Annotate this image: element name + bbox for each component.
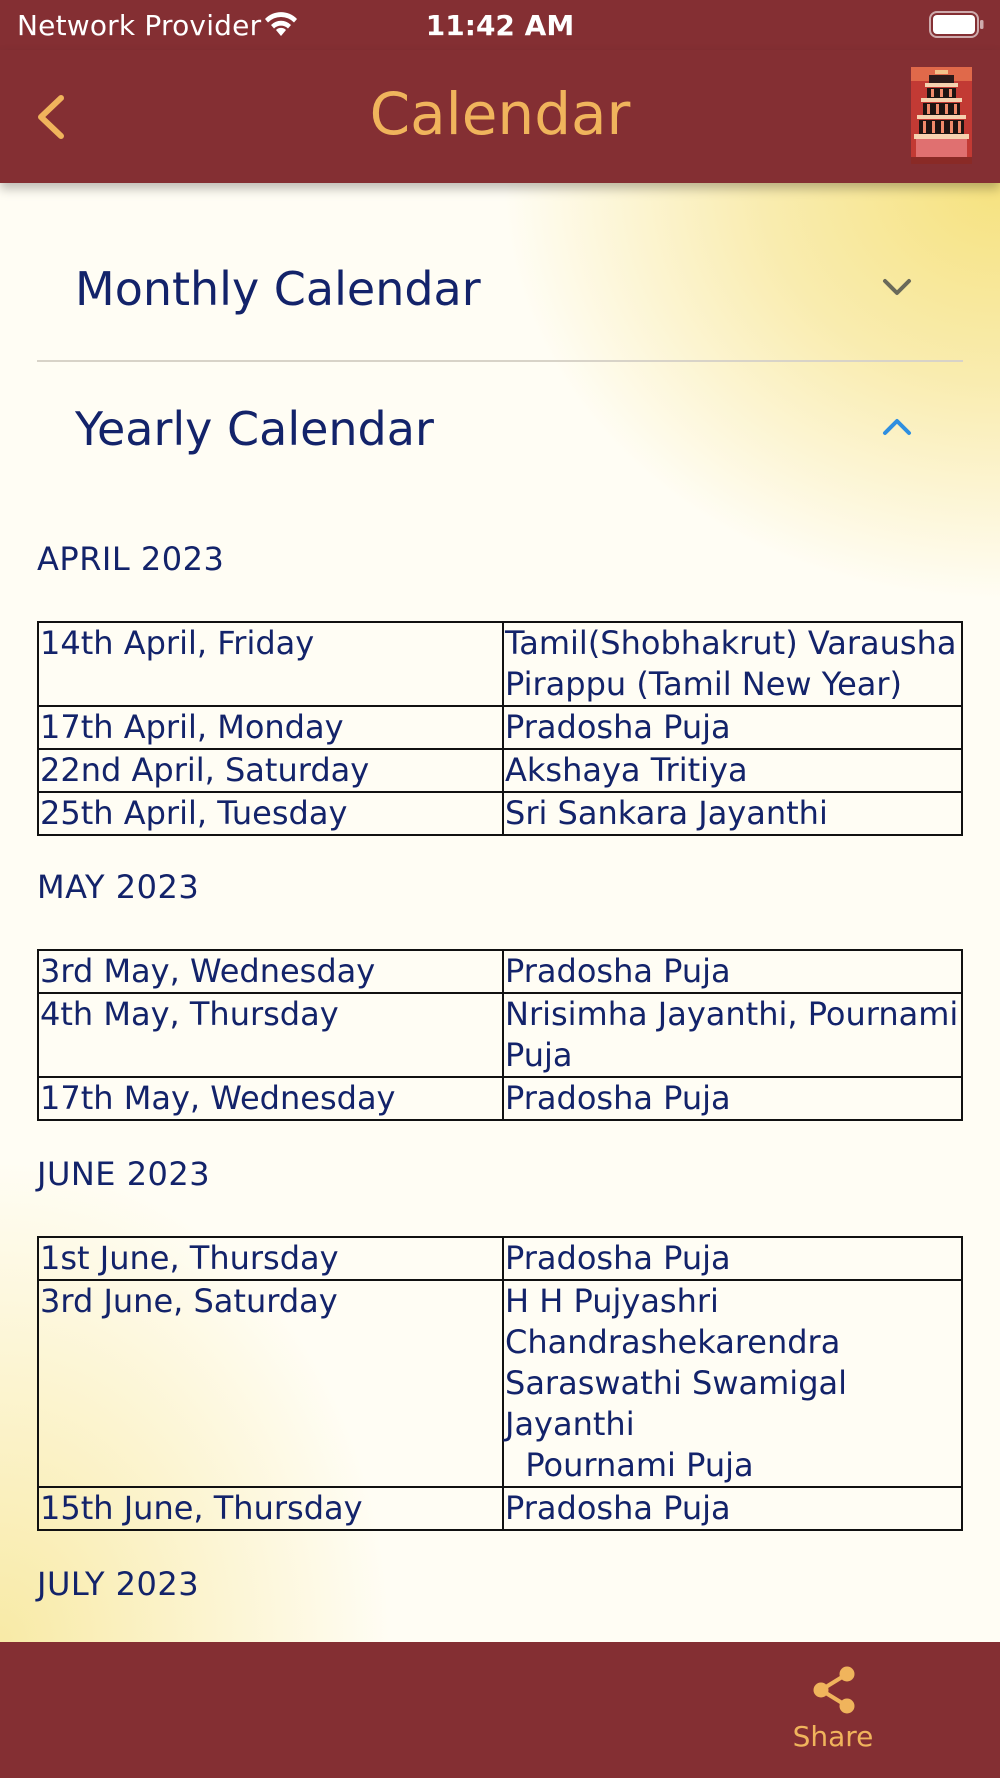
bottom-toolbar <box>0 1642 1000 1778</box>
event-date: 3rd May, Wednesday <box>38 950 503 993</box>
month-heading-june: JUNE 2023 <box>37 1155 211 1193</box>
event-date: 25th April, Tuesday <box>38 792 503 835</box>
table-row <box>38 706 962 749</box>
may-events-table <box>37 949 969 1121</box>
carrier-label: Network Provider <box>17 9 262 42</box>
event-name: Pradosha Puja <box>503 950 962 993</box>
navigation-bar <box>0 50 1000 183</box>
temple-logo[interactable] <box>911 67 972 164</box>
event-date: 3rd June, Saturday <box>38 1280 503 1487</box>
event-date: 14th April, Friday <box>38 622 503 706</box>
event-name: Tamil(Shobhakrut) Varausha Pirappu (Tamil New Year) <box>503 622 962 706</box>
table-row <box>38 792 962 835</box>
table-row <box>38 1077 962 1120</box>
april-events-table <box>37 621 967 836</box>
event-name: Pradosha Puja <box>503 1237 962 1280</box>
share-icon <box>810 1664 858 1716</box>
calendar-content[interactable] <box>0 183 1000 1642</box>
event-date: 1st June, Thursday <box>38 1237 503 1280</box>
share-button[interactable] <box>780 1664 886 1764</box>
share-label: Share <box>792 1720 874 1753</box>
event-name: Pradosha Puja <box>503 1487 962 1530</box>
event-name: Akshaya Tritiya <box>503 749 962 792</box>
event-name: Pradosha Puja <box>503 706 962 749</box>
chevron-down-icon <box>879 272 915 302</box>
month-heading-april: APRIL 2023 <box>37 540 225 578</box>
table-row <box>38 950 962 993</box>
event-date: 22nd April, Saturday <box>38 749 503 792</box>
table-row <box>38 993 962 1077</box>
table-row <box>38 749 962 792</box>
table-row <box>38 1487 962 1530</box>
event-name: H H Pujyashri Chandrashekarendra Saraswathi Swamigal Jayanthi Pournami Puja <box>503 1280 962 1487</box>
table-row <box>38 622 962 706</box>
status-bar <box>0 0 1000 50</box>
month-heading-july: JULY 2023 <box>37 1565 200 1603</box>
monthly-calendar-header[interactable] <box>37 220 963 360</box>
monthly-calendar-label: Monthly Calendar <box>75 262 481 316</box>
event-date: 15th June, Thursday <box>38 1487 503 1530</box>
event-date: 17th May, Wednesday <box>38 1077 503 1120</box>
event-date: 17th April, Monday <box>38 706 503 749</box>
table-row <box>38 1237 962 1280</box>
battery-icon <box>929 11 985 38</box>
event-name: Sri Sankara Jayanthi <box>503 792 962 835</box>
yearly-calendar-header[interactable] <box>37 360 963 500</box>
event-name: Nrisimha Jayanthi, Pournami Puja <box>503 993 962 1077</box>
event-name: Pradosha Puja <box>503 1077 962 1120</box>
page-title: Calendar <box>369 80 631 148</box>
status-time: 11:42 AM <box>425 9 575 42</box>
yearly-calendar-label: Yearly Calendar <box>75 402 434 456</box>
table-row <box>38 1280 962 1487</box>
chevron-up-icon <box>879 412 915 442</box>
june-events-table <box>37 1236 963 1531</box>
month-heading-may: MAY 2023 <box>37 868 200 906</box>
event-date: 4th May, Thursday <box>38 993 503 1077</box>
